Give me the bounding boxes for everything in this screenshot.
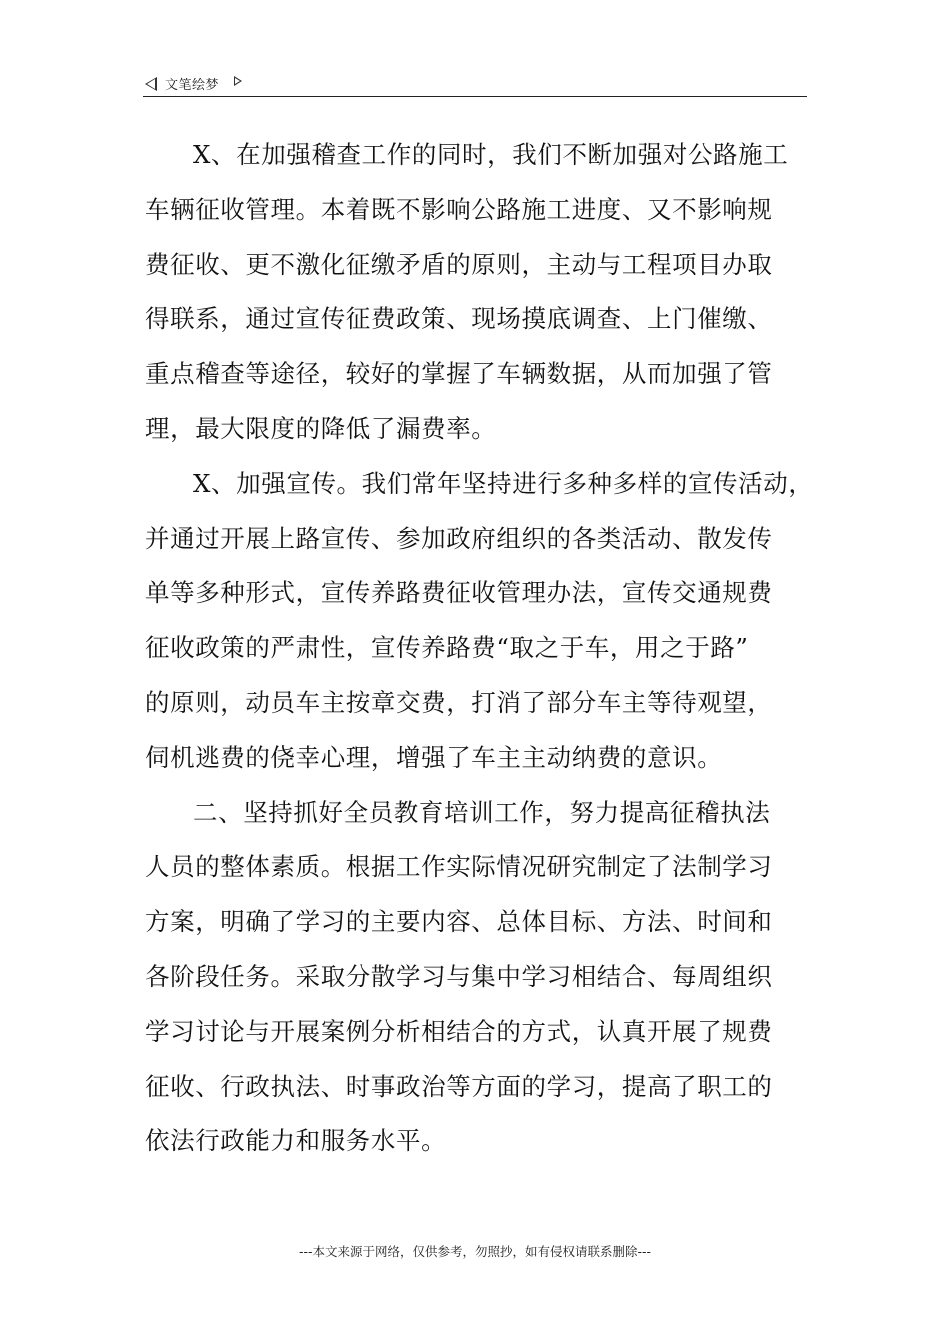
text-line: 伺机逃费的侥幸心理，增强了车主主动纳费的意识。 — [145, 742, 723, 772]
document-body — [145, 128, 825, 1169]
paragraph-3 — [145, 786, 825, 1170]
text-line: 的原则，动员车主按章交费，打消了部分车主等待观望， — [145, 687, 773, 717]
text-line: 并通过开展上路宣传、参加政府组织的各类活动、散发传 — [145, 523, 773, 553]
triangle-left-icon — [145, 77, 157, 91]
text-line: 单等多种形式，宣传养路费征收管理办法，宣传交通规费 — [145, 578, 773, 608]
text-line: 征收、行政执法、时事政治等方面的学习，提高了职工的 — [145, 1071, 773, 1101]
text-line: 费征收、更不激化征缴矛盾的原则，主动与工程项目办取 — [145, 249, 773, 279]
text-line: X、加强宣传。我们常年坚持进行多种多样的宣传活动， — [193, 468, 814, 498]
text-line: X、在加强稽查工作的同时，我们不断加强对公路施工 — [193, 140, 789, 169]
page-footer: ---本文来源于网络，仅供参考，勿照抄，如有侵权请联系删除--- — [298, 1244, 652, 1259]
header-title: 文笔绘梦 — [165, 78, 220, 93]
text-line: 重点稽查等途径，较好的掌握了车辆数据，从而加强了管 — [145, 359, 773, 389]
text-line: 学习讨论与开展案例分析相结合的方式，认真开展了规费 — [145, 1016, 773, 1046]
text-line: 理，最大限度的降低了漏费率。 — [145, 413, 497, 443]
paragraph-2 — [145, 457, 825, 786]
triangle-right-icon — [234, 76, 242, 86]
text-line: 二、坚持抓好全员教育培训工作，努力提高征稽执法 — [193, 797, 771, 827]
page-header — [143, 72, 807, 97]
text-line: 车辆征收管理。本着既不影响公路施工进度、又不影响规 — [145, 194, 773, 224]
text-line: 方案，明确了学习的主要内容、总体目标、方法、时间和 — [145, 907, 773, 937]
text-line: 征收政策的严肃性，宣传养路费“取之于车，用之于路” — [145, 633, 749, 663]
text-line: 得联系，通过宣传征费政策、现场摸底调查、上门催缴、 — [145, 304, 773, 334]
text-line: 依法行政能力和服务水平。 — [145, 1126, 447, 1156]
text-line: 各阶段任务。采取分散学习与集中学习相结合、每周组织 — [145, 961, 773, 991]
text-line: 人员的整体素质。根据工作实际情况研究制定了法制学习 — [145, 852, 773, 882]
paragraph-1 — [145, 128, 825, 457]
